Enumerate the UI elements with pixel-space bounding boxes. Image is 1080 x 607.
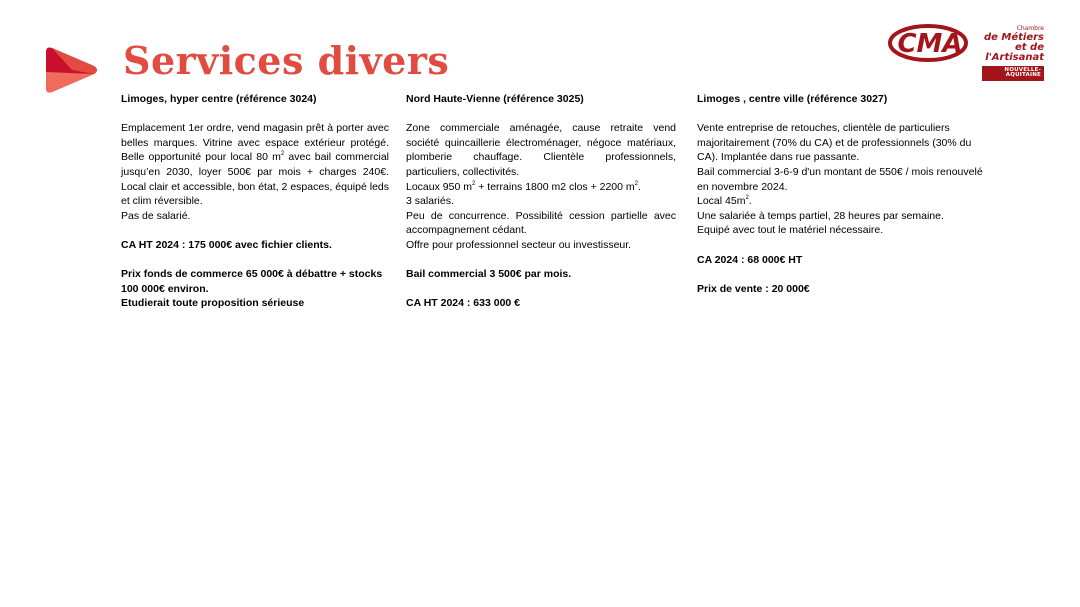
listing-3025 xyxy=(406,92,676,311)
listing-description: Emplacement 1er ordre, vend magasin prêt à porter avec belles marques. Vitrine avec espace extérieur protégé. Belle opportunité pour local 80 $m^2$ avec bail commercial jusqu’en 2030, loyer 500€ par mois + charges 240€. Local clair et accessible, bon état, 2 espaces, équipé leds et clim réversible. xyxy=(121,122,390,208)
listing-heading: Limoges , centre ville (référence 3027) xyxy=(697,93,888,105)
listing-revenue: CA HT 2024 : 175 000€ avec fichier clients. xyxy=(121,238,332,251)
listing-note: Etudierait toute proposition sérieuse xyxy=(121,297,305,310)
listing-revenue: CA 2024 : 68 000€ HT xyxy=(697,253,803,266)
listing-lease: Bail commercial 3-6-9 d'un montant de 550€ / mois renouvelé en novembre 2024. xyxy=(697,165,983,193)
listing-equipment: Equipé avec tout le matériel nécessaire. xyxy=(697,224,884,237)
listing-description: Vente entreprise de retouches, clientèle de particuliers majoritairement (70% du CA) et de professionnels (30% du CA). Implantée dans rue passante. xyxy=(697,122,972,164)
listing-price: Prix de vente : 20 000€ xyxy=(697,282,810,295)
logo-region-badge: NOUVELLE-AQUITAINE xyxy=(982,66,1044,81)
listing-heading: Nord Haute-Vienne (référence 3025) xyxy=(406,93,584,105)
listing-lease: Bail commercial 3 500€ par mois. xyxy=(406,268,572,281)
listing-target: Offre pour professionnel secteur ou investisseur. xyxy=(406,238,632,251)
cma-logo xyxy=(888,20,1048,76)
logo-line2: de Métiers xyxy=(983,32,1044,43)
listing-description: Zone commerciale aménagée, cause retraite vend société quincaillerie électroménager, négoce matériaux, plomberie chauffage. Clientèle professionnels, particuliers, collectivités. xyxy=(406,122,676,178)
listing-staff: Une salariée à temps partiel, 28 heures par semaine. xyxy=(697,209,944,222)
logo-wordmark xyxy=(982,26,1044,81)
listing-3024 xyxy=(121,92,389,311)
listing-heading: Limoges, hyper centre (référence 3024) xyxy=(121,93,317,105)
listing-competition: Peu de concurrence. Possibilité cession partielle avec accompagnement cédant. xyxy=(406,209,676,237)
play-arrow-logo-icon xyxy=(46,46,100,94)
page-title: Services divers xyxy=(123,38,450,83)
listing-staff: Pas de salarié. xyxy=(121,209,191,222)
listing-premises: Locaux 950 $m^2$ + terrains 1800 m2 clos + 2200 $m^2$. xyxy=(406,180,641,193)
logo-letters: CMA xyxy=(897,29,963,59)
cma-emblem-icon xyxy=(888,22,980,66)
listing-price: Prix fonds de commerce 65 000€ à débattre + stocks 100 000€ environ. xyxy=(121,268,383,295)
listing-3027 xyxy=(697,92,987,296)
listing-premises: Local $45m^2$. xyxy=(697,195,752,208)
logo-line1: Chambre xyxy=(1016,25,1044,32)
listing-staff: 3 salariés. xyxy=(406,195,454,208)
listing-revenue: CA HT 2024 : 633 000 € xyxy=(406,297,521,310)
logo-line3: et de l'Artisanat xyxy=(985,42,1044,63)
